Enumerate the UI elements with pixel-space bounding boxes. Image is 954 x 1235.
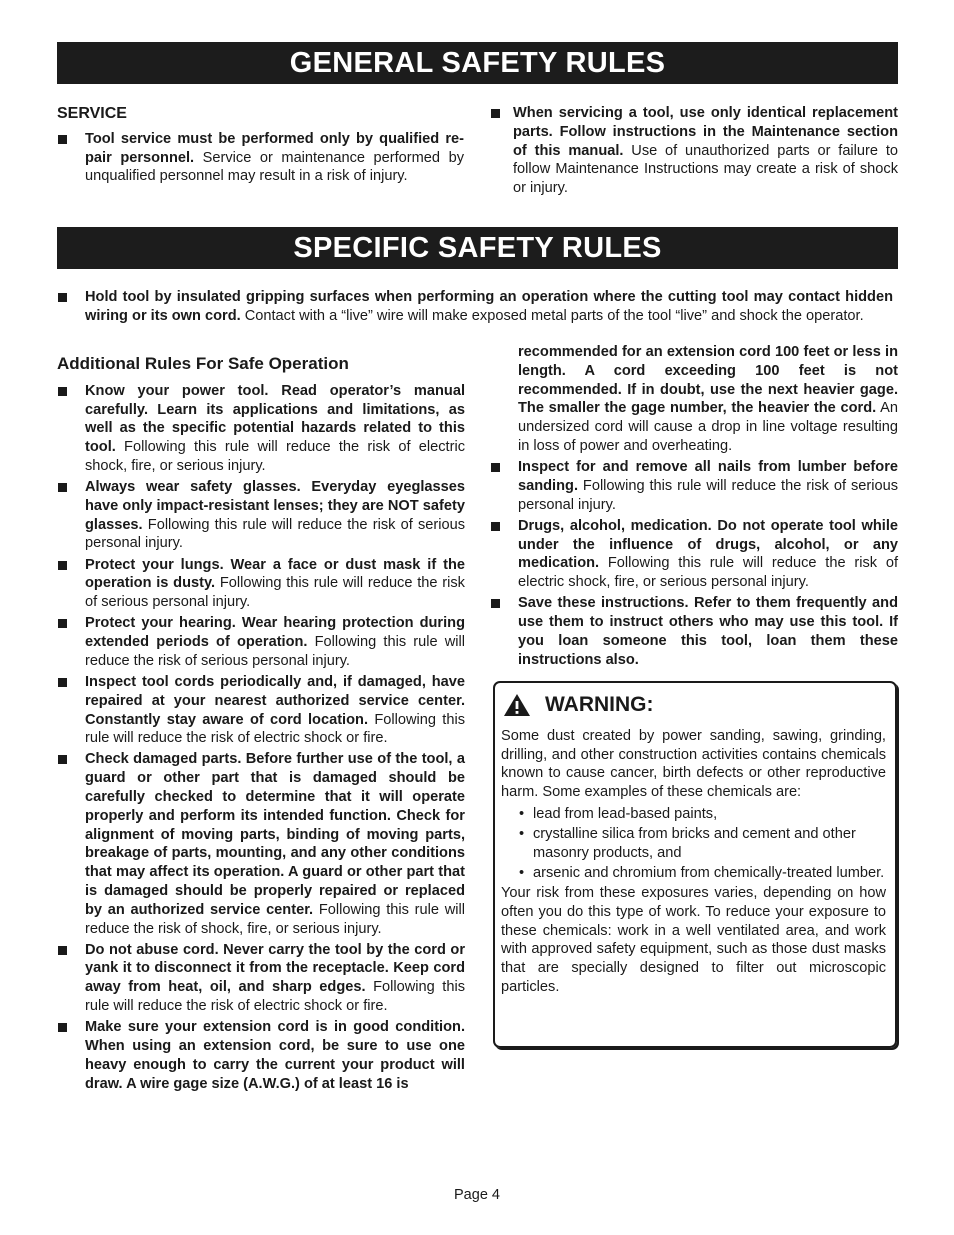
rule-item	[490, 517, 898, 592]
warning-triangle-icon	[503, 693, 531, 717]
square-bullet-icon	[58, 387, 67, 396]
additional-rules-right-column	[490, 343, 898, 672]
general-safety-rules-banner: GENERAL SAFETY RULES	[57, 42, 898, 84]
item-bold-text: Always wear safety glasses. Everyday eyeglasses have only impact-resistant lenses; they are NOT safety glasses.	[85, 479, 465, 533]
square-bullet-icon	[491, 463, 500, 472]
square-bullet-icon	[491, 599, 500, 608]
service-left-column	[57, 105, 464, 188]
service-heading: SERVICE	[57, 105, 127, 122]
bullet-dot-icon: •	[519, 805, 525, 822]
item-text: Contact with a “live” wire will make exposed metal parts of the tool “live” and shock the operator.	[240, 307, 864, 324]
list-item-text: lead from lead-based paints,	[533, 805, 718, 822]
item-text: Following this rule will reduce the risk of electric shock, fire, or serious injury.	[85, 439, 465, 474]
item-text: Following this rule will reduce the risk of electric shock or fire.	[85, 711, 465, 747]
rule-item	[57, 750, 465, 938]
item-text: Following this rule will reduce the risk of serious personal injury.	[85, 575, 465, 611]
warning-chemicals-list	[501, 805, 886, 883]
rule-item	[57, 673, 465, 748]
bullet-dot-icon: •	[519, 826, 525, 843]
square-bullet-icon	[491, 522, 500, 531]
rule-item	[57, 614, 465, 670]
item-text: Following this rule will reduce the risk of serious personal injury.	[85, 634, 465, 669]
list-item	[501, 825, 886, 862]
rule-item	[57, 478, 465, 553]
item-text: Following this rule will reduce the risk of serious personal injury.	[518, 477, 898, 513]
square-bullet-icon	[58, 619, 67, 628]
square-bullet-icon	[58, 135, 67, 144]
item-bold-text: When servicing a tool, use only identical replacement parts. Follow instructions in the Maintenance section of this manual.	[513, 105, 898, 159]
warning-title: WARNING:	[545, 693, 654, 716]
additional-rules-left-column	[57, 355, 465, 1096]
square-bullet-icon	[58, 1023, 67, 1032]
item-bold-text: Drugs, alcohol, medication. Do not operate tool while under the influence of drugs, alcohol, or any medication.	[518, 517, 898, 572]
square-bullet-icon	[58, 755, 67, 764]
warning-closing: Your risk from these exposures varies, depending on how often you do this type of work. To reduce your exposure to these chemicals: work in a well ventilated area, and work with approved safety equipment, such as those dust masks that are specially designed to filter out microscopic particles.	[501, 885, 886, 995]
item-bold-text: Save these instructions. Refer to them frequently and use them to instruct others who may use this tool. If you loan someone this tool, loan them these instructions also.	[518, 595, 898, 668]
bullet-dot-icon: •	[519, 864, 525, 881]
item-bold-text: Protect your lungs. Wear a face or dust mask if the operation is dusty.	[85, 556, 465, 592]
item-bold-text: Inspect for and remove all nails from lumber before sanding.	[518, 459, 898, 494]
rule-item	[490, 594, 898, 669]
warning-box	[493, 681, 897, 1048]
square-bullet-icon	[58, 293, 67, 302]
warning-body	[501, 727, 886, 996]
square-bullet-icon	[58, 483, 67, 492]
page-number: Page 4	[454, 1187, 500, 1203]
item-bold-text: recommended for an extension cord 100 feet or less in length. A cord exceeding 100 feet is not recommended. If in doubt, use the next heavier gage. The smaller the gage number, the heavier the cord.	[518, 344, 898, 417]
square-bullet-icon	[58, 946, 67, 955]
rule-item	[57, 382, 465, 476]
item-text: An undersized cord will cause a drop in line voltage resulting in loss of power and overheating.	[518, 400, 898, 454]
service-item-qualified	[57, 130, 464, 186]
item-text: Following this rule will reduce the risk of electric shock or fire.	[85, 979, 465, 1015]
additional-rules-heading: Additional Rules For Safe Operation	[57, 354, 349, 373]
item-text: Following this rule will reduce the risk of shock, fire, or serious injury.	[85, 901, 465, 937]
item-bold-text: Know your power tool. Read operator’s manual carefully. Learn its applications and limitations, as well as the specific potential hazards related to this tool.	[85, 382, 465, 456]
service-item-replacement-parts	[490, 104, 898, 198]
square-bullet-icon	[58, 678, 67, 687]
item-bold-text: Protect your hearing. Wear hearing protection during extended periods of operation.	[85, 615, 465, 651]
item-bold-text: Check damaged parts. Before further use of the tool, a guard or other part that is damaged should be carefully checked to determine that it will operate properly and perform its intended function. Check for alignment of moving parts, binding of moving parts, breakage of parts, mounting, and any other conditions that may affect its operation. A guard or other part that is damaged should be properly repaired or replaced by an authorized service center.	[85, 751, 465, 918]
item-text: Service or maintenance performed by unqualified personnel may result in a risk of injury.	[85, 149, 465, 185]
item-text: Use of unauthorized parts or failure to follow Maintenance Instructions may create a risk of shock or injury.	[513, 142, 898, 197]
item-bold-text: Do not abuse cord. Never carry the tool by the cord or yank it to disconnect it from the receptacle. Keep cord away from heat, oil, and sharp edges.	[85, 941, 465, 996]
warning-intro: Some dust created by power sanding, sawing, grinding, drilling, and other construction activities contains chemicals known to cause cancer, birth defects or other reproductive harm. Some examples of these chemicals are:	[501, 728, 886, 801]
square-bullet-icon	[491, 109, 500, 118]
specific-safety-rules-banner: SPECIFIC SAFETY RULES	[57, 227, 898, 269]
intro-rule	[57, 288, 893, 328]
list-item-text: arsenic and chromium from chemically-treated lumber.	[533, 864, 885, 881]
item-text: Following this rule will reduce the risk of electric shock, fire, or serious personal injury.	[518, 555, 898, 591]
rule-item	[57, 556, 465, 612]
rule-item	[57, 1018, 465, 1093]
item-bold-text: Hold tool by insulated gripping surfaces when performing an operation where the cutting tool may contact hidden wiring or its own cord.	[85, 289, 893, 324]
square-bullet-icon	[58, 561, 67, 570]
warning-header	[503, 693, 654, 717]
item-bold-text: Make sure your extension cord is in good condition. When using an extension cord, be sure to use one heavy enough to carry the current your product will draw. A wire gage size (A.W.G.) of at least 16 is	[85, 1019, 465, 1092]
extension-cord-continuation	[490, 343, 898, 456]
item-bold-text: Inspect tool cords periodically and, if damaged, have repaired at your nearest authorized service center. Constantly stay aware of cord location.	[85, 673, 465, 728]
rule-item	[490, 458, 898, 514]
item-text: Following this rule will reduce the risk of serious personal injury.	[85, 516, 465, 552]
list-item	[501, 864, 886, 883]
list-item	[501, 805, 886, 824]
intro-item-insulated-surfaces	[57, 288, 893, 326]
item-bold-text: Tool service must be performed only by qualified repair personnel.	[85, 130, 464, 166]
service-right-column	[490, 104, 898, 200]
list-item-text: crystalline silica from bricks and cement and other masonry products, and	[533, 826, 856, 861]
rule-item	[57, 941, 465, 1016]
